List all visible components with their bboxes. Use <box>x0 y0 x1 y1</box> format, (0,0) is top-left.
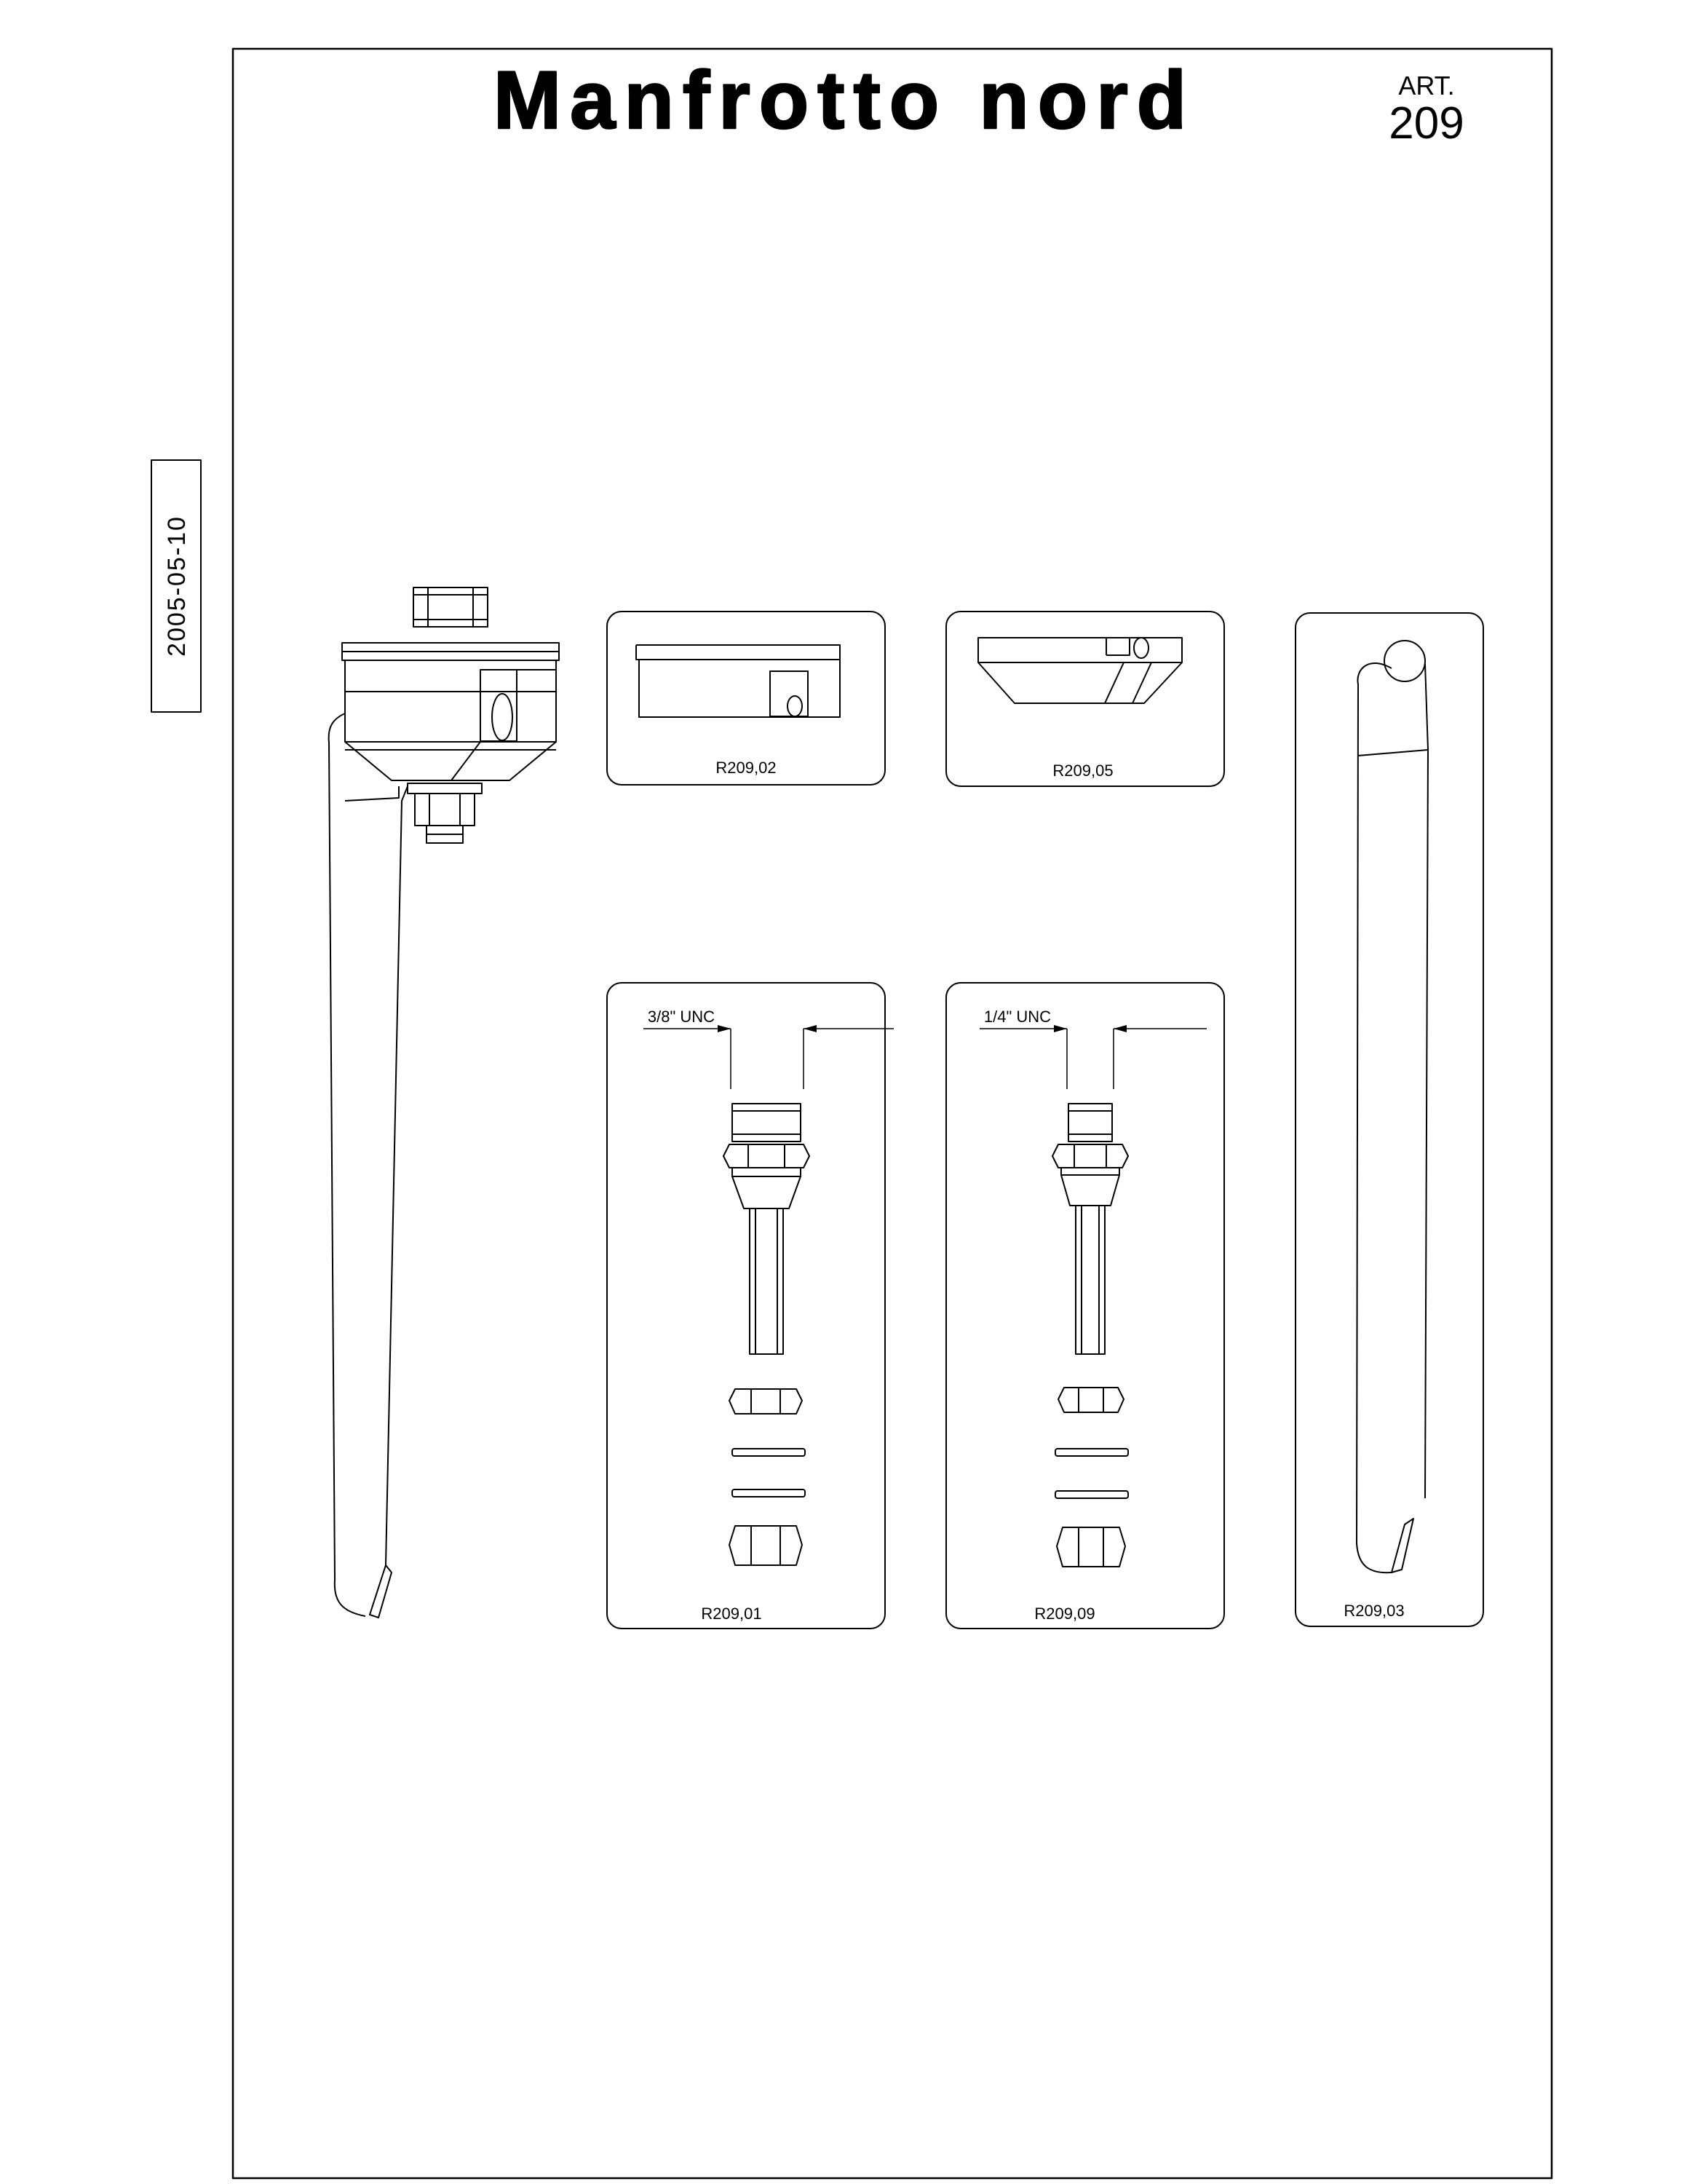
part-card-r209-05 <box>946 612 1224 786</box>
part-card-r209-02 <box>607 612 885 785</box>
part-card-r209-01 <box>607 983 894 1629</box>
sheet-border <box>233 49 1552 2178</box>
date-stamp: 2005-05-10 <box>163 515 191 657</box>
part-code-r209-01: R209,01 <box>701 1605 762 1623</box>
assembled-bracket-drawing <box>329 587 559 1618</box>
part-code-r209-03: R209,03 <box>1344 1602 1405 1620</box>
part-code-r209-05: R209,05 <box>1052 761 1114 780</box>
date-tab <box>151 460 201 712</box>
brand-wordmark: Manfrotto nord <box>493 55 1196 146</box>
thread-label-3-8-unc: 3/8" UNC <box>647 1008 715 1026</box>
part-card-r209-03 <box>1296 613 1483 1626</box>
part-card-r209-09 <box>946 983 1224 1629</box>
thread-label-1-4-unc: 1/4" UNC <box>983 1008 1052 1026</box>
part-code-r209-09: R209,09 <box>1034 1605 1095 1623</box>
art-number: 209 <box>1389 98 1464 149</box>
part-code-r209-02: R209,02 <box>715 759 777 777</box>
art-label: ART. <box>1398 71 1455 100</box>
